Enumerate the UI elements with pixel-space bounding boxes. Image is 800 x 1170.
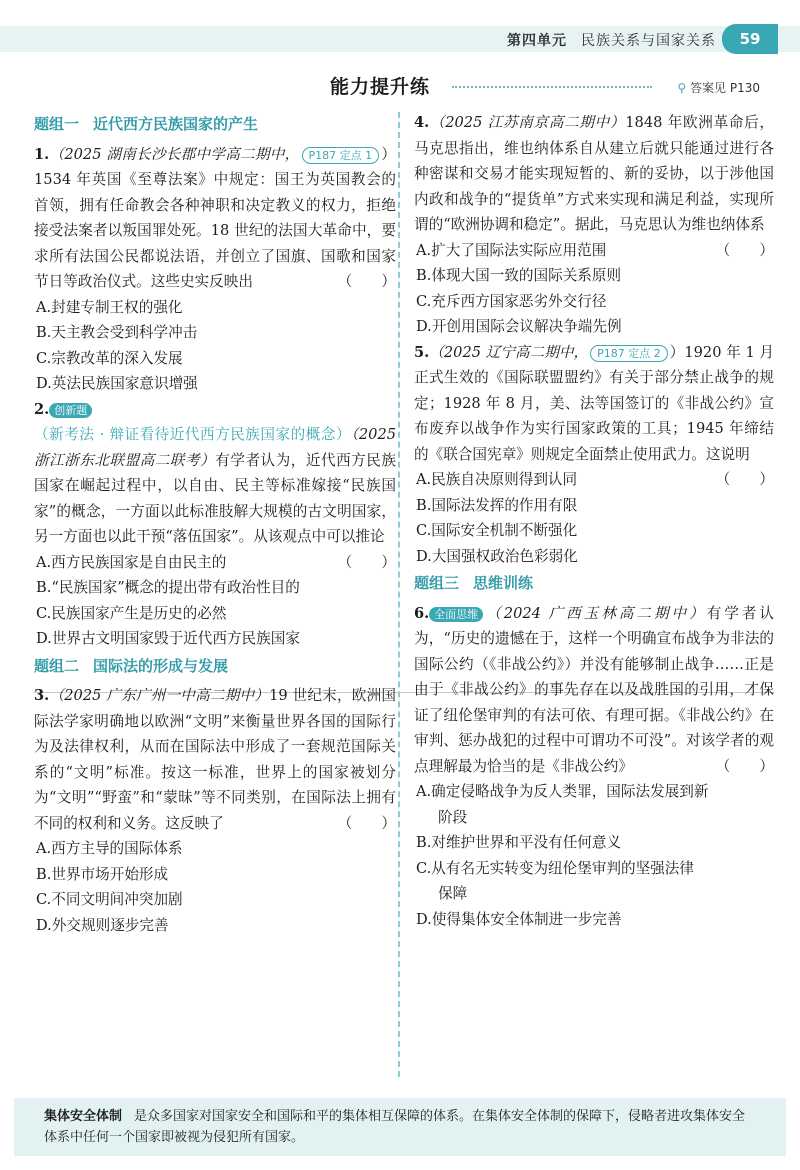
question-source: （2025 广东广州一中高二期中） — [49, 687, 270, 704]
section-title-bar — [0, 66, 800, 100]
title-dotted-rule — [452, 86, 652, 88]
answer-ref-text: 答案见 P130 — [690, 81, 760, 95]
group-label: 题组一 — [34, 115, 80, 133]
question-1: 1.（2025 湖南长沙长郡中学高二期中， P187 定点 1 ）1534 年英国《至尊法案》中规定：国王为英国教会的首领，拥有任命教会各种神职和决定教义的权力，拒绝接受法案者以叛国罪处死。18 世纪的法国大革命中，要求所有法国公民都说法语，并创立了国旗、国歌和国家节日等政治仪式。这些史实反映出 （ ） — [34, 142, 396, 295]
option-d: D.外交规则逐步完善 — [36, 916, 169, 934]
option-a: A.西方主导的国际体系 — [36, 840, 183, 857]
unit-label: 第四单元 — [507, 33, 567, 49]
question-source: （2025 辽宁高二期中， — [429, 343, 589, 361]
question-source: （2025 浙江浙东北联盟高二联考） — [34, 426, 397, 469]
answer-paren: （ ） — [715, 471, 774, 488]
question-stem: 有学者认为，“历史的遗憾在于，这样一个明确宣布战争为非法的国际公约（《非战公约》）并没有能够制止战争……正是由于《非战公约》的事先存在以及战胜国的引用，才保证了纽伦堡审判的有法可依、有理可据。《非战公约》在审判、惩办战犯的过程中可谓功不可没”。对该学者的观点理解最为恰当的是《非战公约》 — [414, 604, 774, 775]
right-column — [414, 110, 774, 932]
page-number: 59 — [722, 24, 778, 54]
option-c — [414, 856, 774, 907]
group-title: 思维训练 — [473, 574, 534, 592]
option-d: D.大国强权政治色彩弱化 — [416, 547, 578, 565]
option-c: C.宗教改革的深入发展 — [36, 349, 183, 367]
group-title: 近代西方民族国家的产生 — [93, 115, 259, 133]
question-source: （2025 江苏南京高二期中） — [429, 114, 626, 131]
footer-note — [14, 1098, 786, 1156]
magnifier-icon: ⚲ — [677, 81, 687, 95]
question-source: （2025 湖南长沙长郡中学高二期中， — [49, 145, 300, 163]
option-a: A.扩大了国际法实际应用范围 — [416, 241, 607, 259]
unit-title: 民族关系与国家关系 — [581, 33, 716, 49]
answer-paren: （ ） — [715, 241, 774, 259]
question-stem: ）1920 年 1 月正式生效的《国际联盟盟约》有关于部分禁止战争的规定；1928 年 8 月，美、法等国签订的《非战公约》宣布废弃以战争作为实行国家政策的工具；1945 年缔结的《联合国宪章》则规定全面禁止使用武力。这说明 — [414, 343, 775, 463]
question-stem: 有学者认为，近代西方民族国家在崛起过程中，以自由、民主等标准嫁接“民族国家”的概念，一方面以此标准肢解大规模的古文明国家，另一方面也以此干预“落伍国家”。从该观点中可以推论 — [34, 451, 396, 545]
option-c: C.不同文明间冲突加剧 — [36, 891, 183, 908]
question-number: 6 — [414, 604, 425, 622]
reference-tag[interactable]: P187 定点 1 — [302, 147, 380, 164]
group-label: 题组三 — [414, 574, 460, 592]
option-b: B.天主教会受到科学冲击 — [36, 324, 198, 341]
option-a — [414, 779, 774, 830]
option-d: D.世界古文明国家毁于近代西方民族国家 — [36, 630, 300, 647]
question-2: 2. 创新题（新考法 · 辩证看待近代西方民族国家的概念）（2025 浙江浙东北联盟高二联考）有学者认为，近代西方民族国家在崛起过程中，以自由、民主等标准嫁接“民族国家”的概念，一方面以此标准肢解大规模的古文明国家，另一方面也以此干预“落伍国家”。从该观点中可以推论 （ ） — [34, 397, 396, 550]
group-label: 题组二 — [34, 656, 80, 675]
option-b: B.对维护世界和平没有任何意义 — [416, 834, 622, 851]
question-5: 5.（2025 辽宁高二期中， P187 定点 2 ）1920 年 1 月正式生效的《国际联盟盟约》有关于部分禁止战争的规定；1928 年 8 月，美、法等国签订的《非战公约》宣布废弃以战争作为实行国家政策的工具；1945 年缔结的《联合国宪章》则规定全面禁止使用武力。这说明 （ ） — [414, 340, 774, 468]
option-a: A.民族自决原则得到认同 — [416, 471, 578, 488]
answer-paren: （ ） — [337, 553, 396, 571]
group-title: 国际法的形成与发展 — [93, 656, 229, 675]
option-a: A.封建专制王权的强化 — [36, 298, 183, 316]
question-6: 6. 全面思维 （2024 广西玉林高二期中）有学者认为，“历史的遗憾在于，这样一个明确宣布战争为非法的国际公约（《非战公约》）并没有能够制止战争……正是由于《非战公约》的事先存在以及战胜国的引用，才保证了纽伦堡审判的有法可依、有理可据。《非战公约》在审判、惩办战犯的过程中可谓功不可没”。对该学者的观点理解最为恰当的是《非战公约》 （ ） — [414, 601, 774, 780]
page-header — [0, 0, 800, 62]
answer-paren: （ ） — [715, 757, 774, 775]
innovation-badge: 创新题 — [49, 403, 92, 418]
header-text — [507, 30, 716, 50]
option-d: D.使得集体安全体制进一步完善 — [416, 910, 622, 928]
answer-reference — [677, 79, 760, 96]
option-a-line1: A.确定侵略战争为反人类罪，国际法发展到新 — [416, 783, 709, 800]
group-heading-1 — [34, 112, 396, 138]
option-a-line2: 阶段 — [438, 808, 468, 826]
option-c: C.国际安全机制不断强化 — [416, 522, 578, 539]
answer-paren: （ ） — [337, 273, 396, 290]
section-title: 能力提升练 — [330, 76, 431, 98]
question-number: 5 — [414, 343, 425, 361]
option-c: C.民族国家产生是历史的必然 — [36, 604, 227, 622]
question-source: （2024 广西玉林高二期中） — [483, 604, 707, 622]
question-stem: ）1534 年英国《至尊法案》中规定：国王为英国教会的首领，拥有任命教会各种神职和决定教义的权力，拒绝接受法案者以叛国罪处死。18 世纪的法国大革命中，要求所有法国公民都说法语，并创立了国旗、国歌和国家节日等政治仪式。这些史实反映出 — [34, 145, 396, 290]
option-d: D.开创用国际会议解决争端先例 — [416, 318, 622, 335]
question-number: 3 — [34, 687, 45, 704]
column-divider — [398, 112, 400, 1077]
question-topic: （新考法 · 辩证看待近代西方民族国家的概念） — [34, 426, 352, 443]
question-stem: 1848 年欧洲革命后，马克思指出，维也纳体系自从建立后就只能通过进行各种密谋和交易才能实现短暂的、新的妥协，以于涉他国内政和战争的“提货单”方式来实现和满足利益，实现所谓的“欧洲协调和稳定”。据此，马克思认为维也纳体系 — [414, 114, 775, 233]
reference-tag[interactable]: P187 定点 2 — [590, 345, 668, 362]
option-c: C.充斥西方国家恶劣外交行径 — [416, 292, 607, 310]
answer-paren: （ ） — [337, 814, 396, 832]
option-a: A.西方民族国家是自由民主的 — [36, 553, 227, 571]
group-heading-3 — [414, 571, 774, 597]
thinking-badge: 全面思维 — [429, 607, 483, 622]
option-c-line2: 保障 — [438, 885, 468, 902]
group-heading-2 — [34, 654, 396, 680]
left-column — [34, 110, 396, 938]
option-d: D.英法民族国家意识增强 — [36, 375, 198, 392]
question-stem: 19 世纪末，欧洲国际法学家明确地以欧洲“文明”来衡量世界各国的国际行为及法律权利，从而在国际法中形成了一套规范国际关系的“文明”标准。按这一标准，世界上的国家被划分为“文明”“野蛮”和“蒙昧”等不同类别，在国际法上拥有不同的权利和义务。这反映了 — [34, 687, 396, 832]
footer-text: 是众多国家对国家安全和国际和平的集体相互保障的体系。在集体安全体制的保障下，侵略者进攻集体安全体系中任何一个国家即被视为侵犯所有国家。 — [44, 1109, 746, 1145]
option-c-line1: C.从有名无实转变为纽伦堡审判的坚强法律 — [416, 859, 694, 877]
option-b: B.世界市场开始形成 — [36, 865, 169, 883]
footer-term: 集体安全体制 — [44, 1109, 123, 1124]
question-3: 3.（2025 广东广州一中高二期中）19 世纪末，欧洲国际法学家明确地以欧洲“文明”来衡量世界各国的国际行为及法律权利，从而在国际法中形成了一套规范国际关系的“文明”标准。按这一标准，世界上的国家被划分为“文明”“野蛮”和“蒙昧”等不同类别，在国际法上拥有不同的权利和义务。这反映了 （ ） — [34, 683, 396, 836]
option-b: B.国际法发挥的作用有限 — [416, 496, 578, 514]
option-b: B.体现大国一致的国际关系原则 — [416, 267, 622, 284]
question-number: 2 — [34, 400, 45, 418]
question-number: 1 — [34, 145, 45, 163]
question-4: 4.（2025 江苏南京高二期中）1848 年欧洲革命后，马克思指出，维也纳体系自从建立后就只能通过进行各种密谋和交易才能实现短暂的、新的妥协，以于涉他国内政和战争的“提货单”方式来实现和满足利益，实现所谓的“欧洲协调和稳定”。据此，马克思认为维也纳体系 （ ） — [414, 110, 774, 238]
question-number: 4 — [414, 114, 425, 131]
option-b: B.“民族国家”概念的提出带有政治性目的 — [36, 579, 300, 596]
